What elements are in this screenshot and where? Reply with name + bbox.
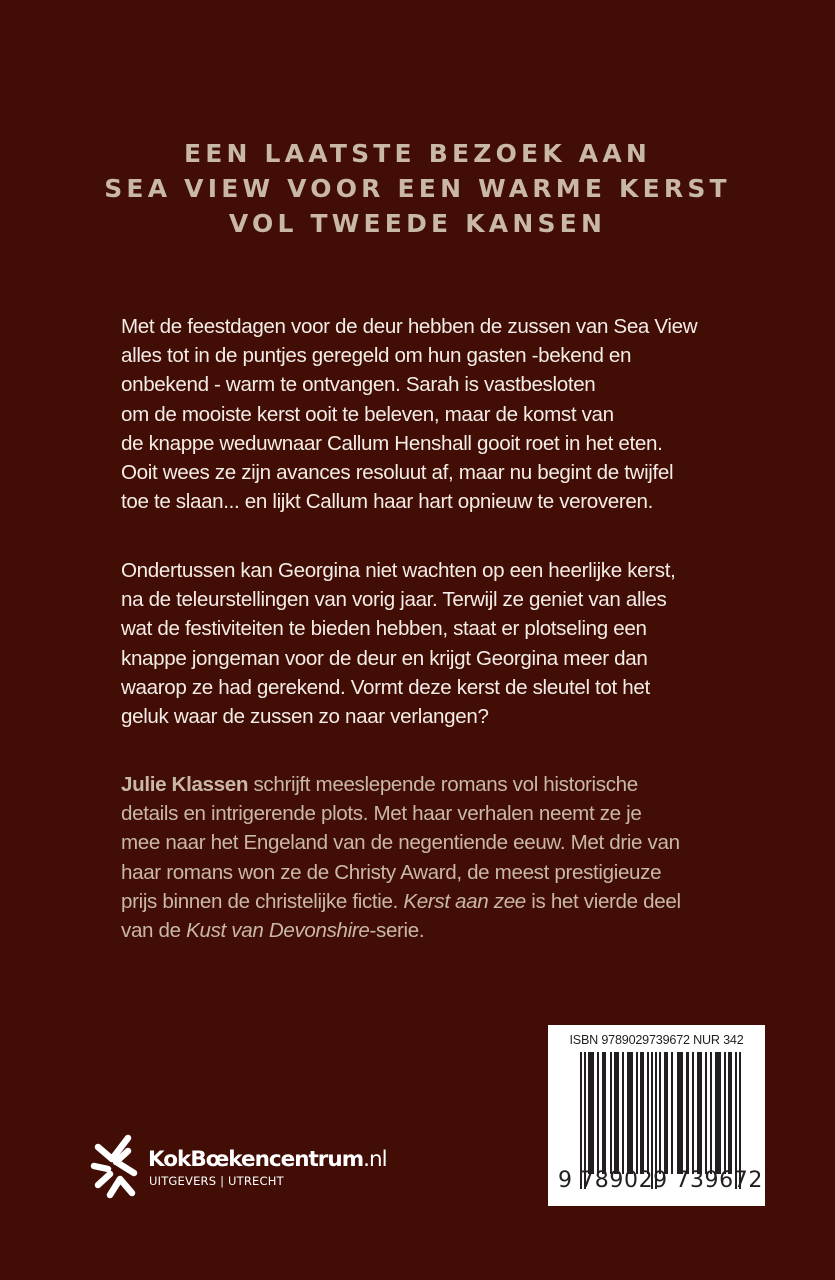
- bio-line-6: [121, 916, 741, 945]
- bio-line-3: mee naar het Engeland van de negentiende eeuw. Met drie van: [121, 831, 680, 855]
- blurb-paragraph-1: [121, 312, 741, 516]
- blurb-line: alles tot in de puntjes geregeld om hun gasten -bekend en: [121, 344, 632, 368]
- publisher-name-tld: .nl: [363, 1147, 387, 1172]
- bio-text: -serie.: [369, 919, 425, 943]
- bio-line-2: details en intrigerende plots. Met haar verhalen neemt ze je: [121, 802, 642, 826]
- blurb-line: Met de feestdagen voor de deur hebben de zussen van Sea View: [121, 315, 698, 338]
- tagline-heading: [0, 136, 835, 241]
- ean-digits: 9 789029 739672: [558, 1168, 763, 1193]
- bio-line-4: haar romans won ze de Christy Award, de meest prestigieuze: [121, 860, 662, 884]
- tagline-line-2: SEA VIEW VOOR EEN WARME KERST: [104, 174, 731, 203]
- blurb-line: om de mooiste kerst ooit te beleven, maar de komst van: [121, 402, 614, 426]
- blurb-line: na de teleurstellingen van vorig jaar. Terwijl ze geniet van alles: [121, 588, 667, 612]
- bio-line-1: [121, 770, 741, 799]
- blurb-line: geluk waar de zussen zo naar verlangen?: [121, 705, 489, 729]
- blurb-line: de knappe weduwnaar Callum Henshall gooit roet in het eten.: [121, 431, 663, 455]
- bio-text: is het vierde deel: [525, 889, 681, 913]
- publisher-name-main: KokBœkencentrum: [148, 1147, 364, 1172]
- blurb-line: toe te slaan... en lijkt Callum haar hart opnieuw te veroveren.: [121, 490, 653, 514]
- blurb-line: onbekend - warm te ontvangen. Sarah is vastbesloten: [121, 373, 596, 397]
- blurb-line: Ondertussen kan Georgina niet wachten op een heerlijke kerst,: [121, 559, 676, 582]
- kokboekencentrum-logo-icon: [88, 1133, 140, 1199]
- bio-text: schrijft meeslepende romans vol historische: [248, 773, 638, 796]
- publisher-subtitle: UITGEVERS | UTRECHT: [149, 1174, 284, 1188]
- author-bio: [121, 770, 741, 945]
- blurb-line: Ooit wees ze zijn avances resoluut af, maar nu begint de twijfel: [121, 461, 674, 485]
- book-title: Kerst aan zee: [403, 889, 526, 913]
- bio-text: van de: [121, 919, 187, 943]
- isbn-barcode: [548, 1025, 765, 1206]
- bio-line-5: [121, 887, 741, 916]
- blurb-paragraph-2: [121, 556, 741, 731]
- tagline-line-1: EEN LAATSTE BEZOEK AAN: [183, 139, 652, 168]
- publisher-logo: [88, 1133, 388, 1203]
- bio-text: prijs binnen de christelijke fictie.: [121, 889, 404, 913]
- blurb-line: waarop ze had gerekend. Vormt deze kerst de sleutel tot het: [121, 675, 650, 699]
- blurb-line: knappe jongeman voor de deur en krijgt Georgina meer dan: [121, 646, 648, 670]
- tagline-line-3: VOL TWEEDE KANSEN: [228, 209, 607, 238]
- series-title: Kust van Devonshire: [186, 919, 370, 943]
- blurb-line: wat de festiviteiten te bieden hebben, staat er plotseling een: [121, 617, 647, 641]
- isbn-label: ISBN 9789029739672 NUR 342: [569, 1033, 744, 1047]
- publisher-name: [148, 1147, 387, 1172]
- author-name: Julie Klassen: [121, 773, 249, 796]
